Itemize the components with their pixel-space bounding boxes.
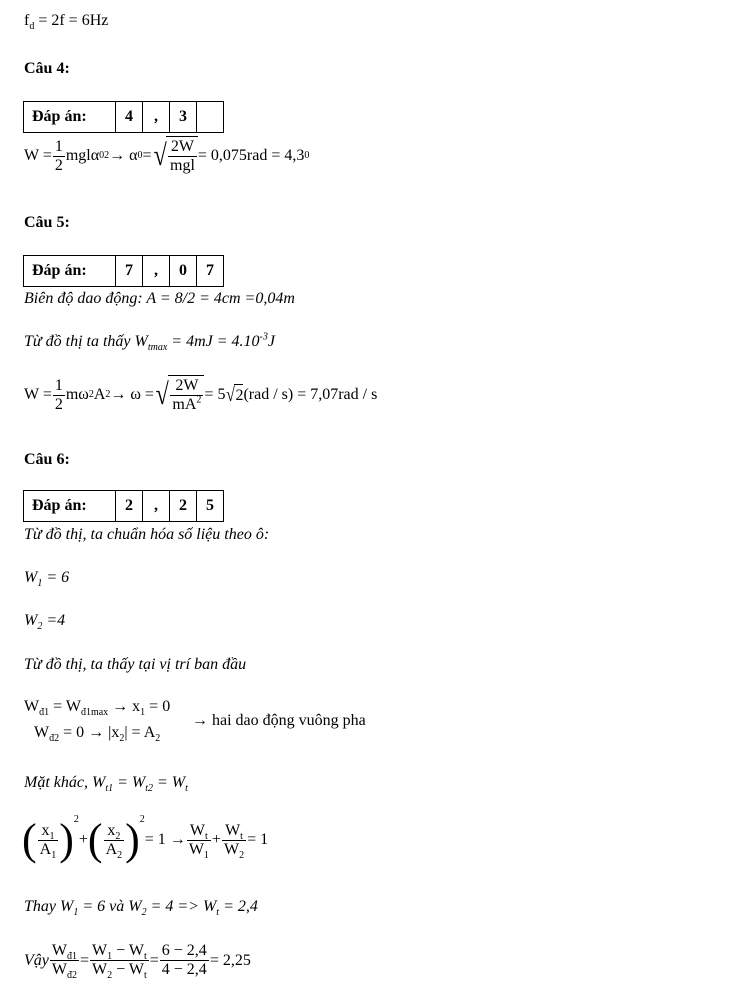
wtmax-line: Từ đồ thị ta thấy $W_{tmax} = 4mJ = 4.10^{-3}J$ — [24, 331, 275, 354]
q5-answer-table — [23, 255, 224, 287]
answer-cell: 4 — [116, 102, 143, 133]
question-6-title: Câu 6: — [24, 451, 70, 468]
answer-cell: 3 — [170, 102, 197, 133]
amplitude-line: Biên độ dao động: A = 8/2 = 4cm =0,04m — [24, 290, 295, 307]
system-eq-2: $W_{đ2} = 0 \to |x_2| = A_2$ — [34, 724, 161, 745]
answer-label: Đáp án: — [24, 256, 116, 287]
q6-energy-equation: ( $\frac{x_1}{A_1}$ ) 2 + ( $\frac{x_2}{A_2}$ ) 2 = 1 → $\frac{W_t}{W_1}$ + $\frac{W_t}{W_2}$ = 1 — [22, 814, 269, 864]
answer-cell: 7 — [197, 256, 224, 287]
w1-line: $W_1 = 6$ — [24, 569, 70, 590]
answer-cell — [197, 102, 224, 133]
answer-cell: 2 — [170, 491, 197, 522]
substitution-line: Thay $W_1 = 6$ và $W_2 = 4 => W_t = 2,4$ — [24, 898, 258, 919]
final-ratio: Vậy $\frac{W_{đ1}}{W_{đ2}}$ = $\frac{W_1 - W_t}{W_2 - W_t}$ = $\frac{6 - 2,4}{4 - 2,4}$ = 2,25 — [24, 942, 251, 982]
fd-equation: $f_d = 2f = 6Hz$ — [24, 12, 109, 33]
w2-line: $W_2 =4$ — [24, 612, 66, 633]
quadrature-conclusion: → hai dao động vuông pha — [192, 712, 366, 729]
answer-cell: , — [143, 256, 170, 287]
initial-position-line: Từ đồ thị, ta thấy tại vị trí ban đầu — [24, 656, 247, 673]
answer-cell: 7 — [116, 256, 143, 287]
question-4-title: Câu 4: — [24, 60, 70, 77]
answer-cell: , — [143, 491, 170, 522]
system-eq-1: $W_{đ1} = W_{đ1max} \to x_1 = 0$ — [24, 698, 171, 719]
q6-answer-table — [23, 490, 224, 522]
q4-answer-table — [23, 101, 224, 133]
q4-formula: W = $\frac{1}{2}$ mglα 0 2 → α 0 = √ $\frac{2W}{\text{mgl}}$ = 0,075rad = 4,3 0 — [24, 137, 310, 174]
wt-equality-line: Mặt khác, $W_{t1} = W_{t2} = W_t$ — [24, 774, 188, 795]
answer-label: Đáp án: — [24, 491, 116, 522]
answer-label: Đáp án: — [24, 102, 116, 133]
answer-cell: 2 — [116, 491, 143, 522]
q5-formula: W = $\frac{1}{2}$ mω 2 A 2 → ω = √ $\frac{2W}{mA^2}$ = 5 √ 2 (rad / s) = 7,07rad / s — [24, 376, 378, 413]
answer-cell: 5 — [197, 491, 224, 522]
question-5-title: Câu 5: — [24, 214, 70, 231]
answer-cell: , — [143, 102, 170, 133]
answer-cell: 0 — [170, 256, 197, 287]
normalize-line: Từ đồ thị, ta chuẩn hóa số liệu theo ô: — [24, 526, 270, 543]
